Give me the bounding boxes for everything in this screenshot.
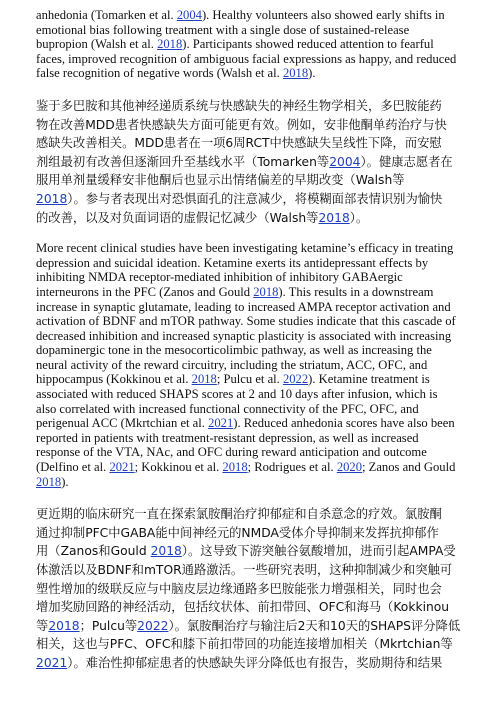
text-line bbox=[36, 358, 466, 373]
text-segment: ）。 bbox=[349, 210, 369, 225]
text-segment: ）。参与者表现出对恐惧面孔的注意减少，将模糊面部表情识别为愉快 bbox=[67, 191, 443, 206]
text-segment: ; Zanos and Gould bbox=[362, 460, 456, 475]
text-segment: false recognition of negative words (Walsh et al. bbox=[36, 66, 283, 81]
text-line bbox=[36, 445, 466, 460]
text-segment: ）。氯胺酮治疗与输注后2天和10天的SHAPS评分降低 bbox=[168, 618, 461, 633]
text-line bbox=[36, 8, 466, 23]
text-line bbox=[36, 270, 466, 285]
text-line bbox=[36, 561, 466, 580]
text-line bbox=[36, 314, 466, 329]
text-segment: emotional bias following treatment with a single dose of sustained-release bbox=[36, 22, 410, 37]
text-line bbox=[36, 66, 466, 81]
citation-link[interactable]: 2018 bbox=[253, 284, 279, 299]
citation-link[interactable]: 2018 bbox=[282, 66, 309, 81]
text-line bbox=[36, 343, 466, 358]
text-segment: also correlated with increased functional connectivity of the PFC, OFC, and bbox=[36, 401, 419, 416]
text-segment: ). Healthy volunteers also showed early shifts in bbox=[201, 8, 445, 22]
text-line bbox=[36, 329, 466, 344]
citation-link[interactable]: 2018 bbox=[191, 372, 217, 387]
text-segment: depression and suicidal ideation. Ketamine exerts its antidepressant effects by bbox=[36, 255, 429, 270]
text-segment: ; Rodrigues et al. bbox=[247, 460, 337, 475]
citation-link[interactable]: 2018 bbox=[157, 37, 183, 52]
text-line bbox=[36, 300, 466, 315]
text-line bbox=[36, 23, 466, 38]
citation-link[interactable]: 2018 bbox=[36, 474, 62, 489]
text-segment: 鉴于多巴胺和其他神经递质系统与快感缺失的神经生物学相关，多巴胺能药 bbox=[36, 98, 442, 113]
citation-link[interactable]: 2018 bbox=[150, 544, 182, 559]
text-line bbox=[36, 116, 466, 135]
text-line bbox=[36, 475, 466, 490]
text-segment: ）。这导致下游突触谷氨酸增加，进而引起AMPA受 bbox=[181, 544, 456, 559]
text-segment: ). bbox=[308, 66, 316, 81]
text-segment: 的改善，以及对负面词语的虚假记忆减少（Walsh等 bbox=[36, 210, 319, 225]
text-line bbox=[36, 37, 466, 52]
text-line bbox=[36, 580, 466, 599]
text-segment: 剂组最初有改善但逐渐回升至基线水平（Tomarken等 bbox=[36, 154, 330, 169]
text-line bbox=[36, 460, 466, 475]
text-segment: faces, improved recognition of ambiguous facial expressions as happy, and reduced bbox=[36, 51, 457, 66]
citation-link[interactable]: 2022 bbox=[137, 618, 169, 633]
text-segment: ; Kokkinou et al. bbox=[134, 460, 223, 475]
text-segment: 增加奖励回路的神经活动，包括纹状体、前扣带回、OFC和海马（Kokkinou bbox=[36, 600, 450, 615]
text-segment: 用（Zanos和Gould bbox=[36, 544, 151, 559]
text-line bbox=[36, 654, 466, 673]
text-segment: ). Ketamine treatment is bbox=[308, 372, 430, 387]
text-segment: ). Reduced anhedonia scores have also been bbox=[233, 416, 455, 431]
text-segment: 相关，这也与PFC、OFC和膝下前扣带回的功能连接增加相关（Mkrtchian等 bbox=[36, 637, 453, 652]
text-segment: ）。难治性抑郁症患者的快感缺失评分降低也有报告，奖励期待和结果 bbox=[67, 655, 443, 670]
text-segment: 等 bbox=[36, 618, 49, 633]
text-line bbox=[36, 617, 466, 636]
text-segment: ; Pulcu et al. bbox=[216, 372, 283, 387]
paragraph-chinese bbox=[36, 505, 466, 672]
text-line bbox=[36, 209, 466, 228]
text-segment: associated with reduced SHAPS scores at 2 and 10 days after infusion, which is bbox=[36, 387, 438, 402]
text-segment: decreased inhibition and increased synaptic plasticity is associated with increasing bbox=[36, 328, 452, 343]
text-line bbox=[36, 285, 466, 300]
text-line bbox=[36, 387, 466, 402]
text-line bbox=[36, 431, 466, 446]
text-line bbox=[36, 416, 466, 431]
text-line bbox=[36, 256, 466, 271]
citation-link[interactable]: 2004 bbox=[176, 8, 202, 22]
text-segment: 体激活以及BDNF和mTOR通路激活。一些研究表明，这种抑制减少和突触可 bbox=[36, 563, 453, 577]
citation-link[interactable]: 2020 bbox=[336, 460, 362, 475]
text-segment: dopaminergic tone in the mesocorticolimbic pathway, as well as increasing the bbox=[36, 343, 432, 358]
citation-link[interactable]: 2018 bbox=[48, 618, 80, 633]
citation-link[interactable]: 2022 bbox=[282, 372, 309, 387]
citation-link[interactable]: 2018 bbox=[222, 460, 248, 475]
text-segment: bupropion (Walsh et al. bbox=[36, 37, 158, 52]
text-line bbox=[36, 542, 466, 561]
text-segment: 塑性增加的级联反应与中脑皮层边缘通路多巴胺能张力增强相关，同时也会 bbox=[36, 581, 442, 596]
text-line bbox=[36, 134, 466, 153]
text-line bbox=[36, 372, 466, 387]
paragraph-english bbox=[36, 8, 466, 81]
document-page bbox=[36, 8, 466, 687]
paragraph-chinese bbox=[36, 97, 466, 227]
text-line bbox=[36, 52, 466, 67]
citation-link[interactable]: 2021 bbox=[109, 460, 135, 475]
text-segment: 服用单剂量缓释安非他酮后也显示出情绪偏差的早期改变（Walsh等 bbox=[36, 173, 405, 188]
text-line bbox=[36, 598, 466, 617]
text-segment: activation of BDNF and mTOR pathway. Some studies indicate that this cascade of bbox=[36, 314, 456, 329]
text-line bbox=[36, 97, 466, 116]
citation-link[interactable]: 2021 bbox=[208, 416, 234, 431]
citation-link[interactable]: 2021 bbox=[36, 655, 68, 670]
text-segment: ；Pulcu等 bbox=[79, 618, 138, 633]
text-segment: 通过抑制PFC中GABA能中间神经元的NMDA受体介导抑制来发挥抗抑郁作 bbox=[36, 525, 439, 540]
text-segment: 感缺失改善相关。MDD患者在一项6周RCT中快感缺失呈线性下降，而安慰 bbox=[36, 136, 442, 151]
citation-link[interactable]: 2018 bbox=[36, 191, 68, 206]
text-line bbox=[36, 153, 466, 172]
text-segment: increase in synaptic glutamate, leading to increased AMPA receptor activation and bbox=[36, 299, 451, 314]
citation-link[interactable]: 2018 bbox=[318, 210, 350, 225]
text-segment: interneurons in the PFC (Zanos and Gould bbox=[36, 284, 254, 299]
text-segment: 更近期的临床研究一直在探索氯胺酮治疗抑郁症和自杀意念的疗效。氯胺酮 bbox=[36, 507, 442, 522]
text-segment: More recent clinical studies have been investigating ketamine’s efficacy in treating bbox=[36, 241, 454, 256]
text-line bbox=[36, 524, 466, 543]
text-segment: reported in patients with treatment-resistant depression, as well as increased bbox=[36, 430, 419, 445]
text-segment: hippocampus (Kokkinou et al. bbox=[36, 372, 192, 387]
text-line bbox=[36, 402, 466, 417]
text-segment: inhibiting NMDA receptor-mediated inhibition of inhibitory GABAergic bbox=[36, 270, 403, 285]
text-segment: ). bbox=[61, 474, 69, 489]
text-line bbox=[36, 171, 466, 190]
text-segment: perigenual ACC (Mkrtchian et al. bbox=[36, 416, 209, 431]
text-segment: ). Participants showed reduced attention to fearful bbox=[182, 37, 434, 52]
citation-link[interactable]: 2004 bbox=[329, 154, 361, 169]
text-segment: response of the VTA, NAc, and OFC during reward anticipation and outcome bbox=[36, 445, 427, 460]
text-segment: neural activity of the reward circuitry, including the striatum, ACC, OFC, and bbox=[36, 357, 428, 372]
text-segment: anhedonia (Tomarken et al. bbox=[36, 8, 177, 22]
text-line bbox=[36, 505, 466, 524]
paragraph-english bbox=[36, 241, 466, 489]
text-line bbox=[36, 241, 466, 256]
text-segment: (Delfino et al. bbox=[36, 460, 110, 475]
text-line bbox=[36, 190, 466, 209]
text-line bbox=[36, 635, 466, 654]
text-segment: ). This results in a downstream bbox=[278, 284, 434, 299]
text-segment: ）。健康志愿者在 bbox=[360, 154, 453, 169]
text-segment: 物在改善MDD患者快感缺失方面可能更有效。例如，安非他酮单药治疗与快 bbox=[36, 117, 447, 132]
